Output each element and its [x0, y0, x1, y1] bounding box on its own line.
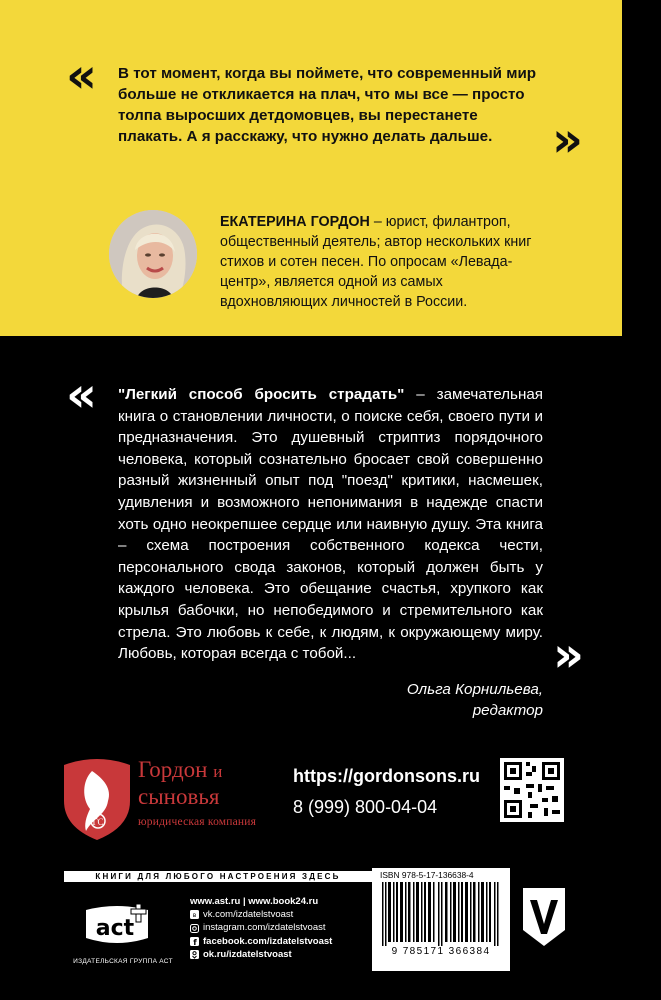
firm-name [138, 757, 222, 809]
svg-text:f: f [193, 937, 197, 946]
instagram-link[interactable]: instagram.com/izdatelstvoast [190, 921, 332, 934]
review-signature [300, 679, 543, 721]
firm-name-line1: Гордон [138, 757, 208, 782]
review-body: – замечательная книга о становлении личности, о поиске себя, своего пути и предназначения. Это душевный стриптиз порядочного человека, который сознательно бросает свой совершенно разный жизненный опыт под "поезд" критики, насмешек, удивления и возможного непонимания в надежде спасти хоть одно неокрепшее сердце или наивную душу. Эта книга – схема построения собственного кодекса чести, персонального свода законов, который должен быть у каждого человека. Это обещание счастья, хрупкого как крылья бабочки, но непобедимого и стремительного как стрела. Это любовь к себе, к людям, к окружающему миру. Любовь, которая всегда с тобой... [118, 386, 544, 663]
instagram-icon [190, 924, 199, 933]
publisher-group-caption: ИЗДАТЕЛЬСКАЯ ГРУППА АСТ [73, 958, 173, 965]
facebook-link[interactable]: f facebook.com/izdatelstvoast [190, 935, 332, 948]
firm-phone: 8 (999) 800-04-04 [293, 797, 438, 817]
ast-logo-icon [82, 900, 152, 950]
author-name: ЕКАТЕРИНА ГОРДОН [220, 214, 370, 230]
book-title: "Легкий способ бросить страдать" [118, 386, 405, 403]
quote-close-icon: » [553, 627, 577, 683]
facebook-icon [190, 937, 199, 946]
top-quote-text: В тот момент, когда вы поймете, что современный мир больше не откликается на плач, что мы все — просто толпа выросших детдомовцев, вы перестанете плакать. А я расскажу, что нужно делать дальше. [118, 65, 537, 145]
quote-close-icon: » [552, 112, 576, 168]
author-bio-text: – юрист, филантроп, общественный деятель; автор нескольких книг стихов и сотен песен. По опросам «Левада-центр», является одной из самых вдохновляющих личностей в России. [220, 214, 532, 310]
signature-name: Ольга Корнильева, [406, 681, 543, 698]
quote-open-icon: « [66, 367, 90, 423]
publisher-tagline: КНИГИ ДЛЯ ЛЮБОГО НАСТРОЕНИЯ ЗДЕСЬ [64, 871, 372, 882]
svg-text:в: в [192, 912, 197, 920]
qr-code-icon[interactable] [500, 758, 564, 822]
spine-strip [622, 0, 661, 1000]
firm-name-amp: и [213, 762, 223, 781]
ok-link[interactable]: ok.ru/izdatelstvoast [190, 948, 332, 961]
vk-icon [190, 910, 199, 919]
publisher-links [190, 895, 332, 961]
isbn-text: ISBN 978-5-17-136638-4 [380, 870, 474, 880]
author-bio [220, 212, 542, 312]
review-text [118, 384, 543, 665]
ok-icon [190, 950, 199, 959]
barcode-number: 9 785171 366384 [391, 946, 491, 957]
barcode-icon [380, 882, 502, 946]
author-photo [109, 210, 197, 298]
firm-name-line2: сыновья [138, 784, 220, 809]
svg-text:ГС: ГС [92, 817, 104, 827]
publisher-websites[interactable]: www.ast.ru | www.book24.ru [190, 896, 319, 907]
barcode-block [372, 868, 510, 971]
firm-url[interactable]: https://gordonsons.ru [293, 766, 480, 786]
vk-link[interactable]: в vk.com/izdatelstvoast [190, 908, 332, 921]
firm-subtitle: юридическая компания [138, 816, 257, 828]
signature-role: редактор [472, 702, 543, 719]
svg-text:act: act [95, 916, 135, 941]
publisher-v-logo-icon [521, 886, 567, 948]
firm-shield-logo-icon [62, 755, 132, 841]
quote-open-icon: « [66, 48, 90, 104]
